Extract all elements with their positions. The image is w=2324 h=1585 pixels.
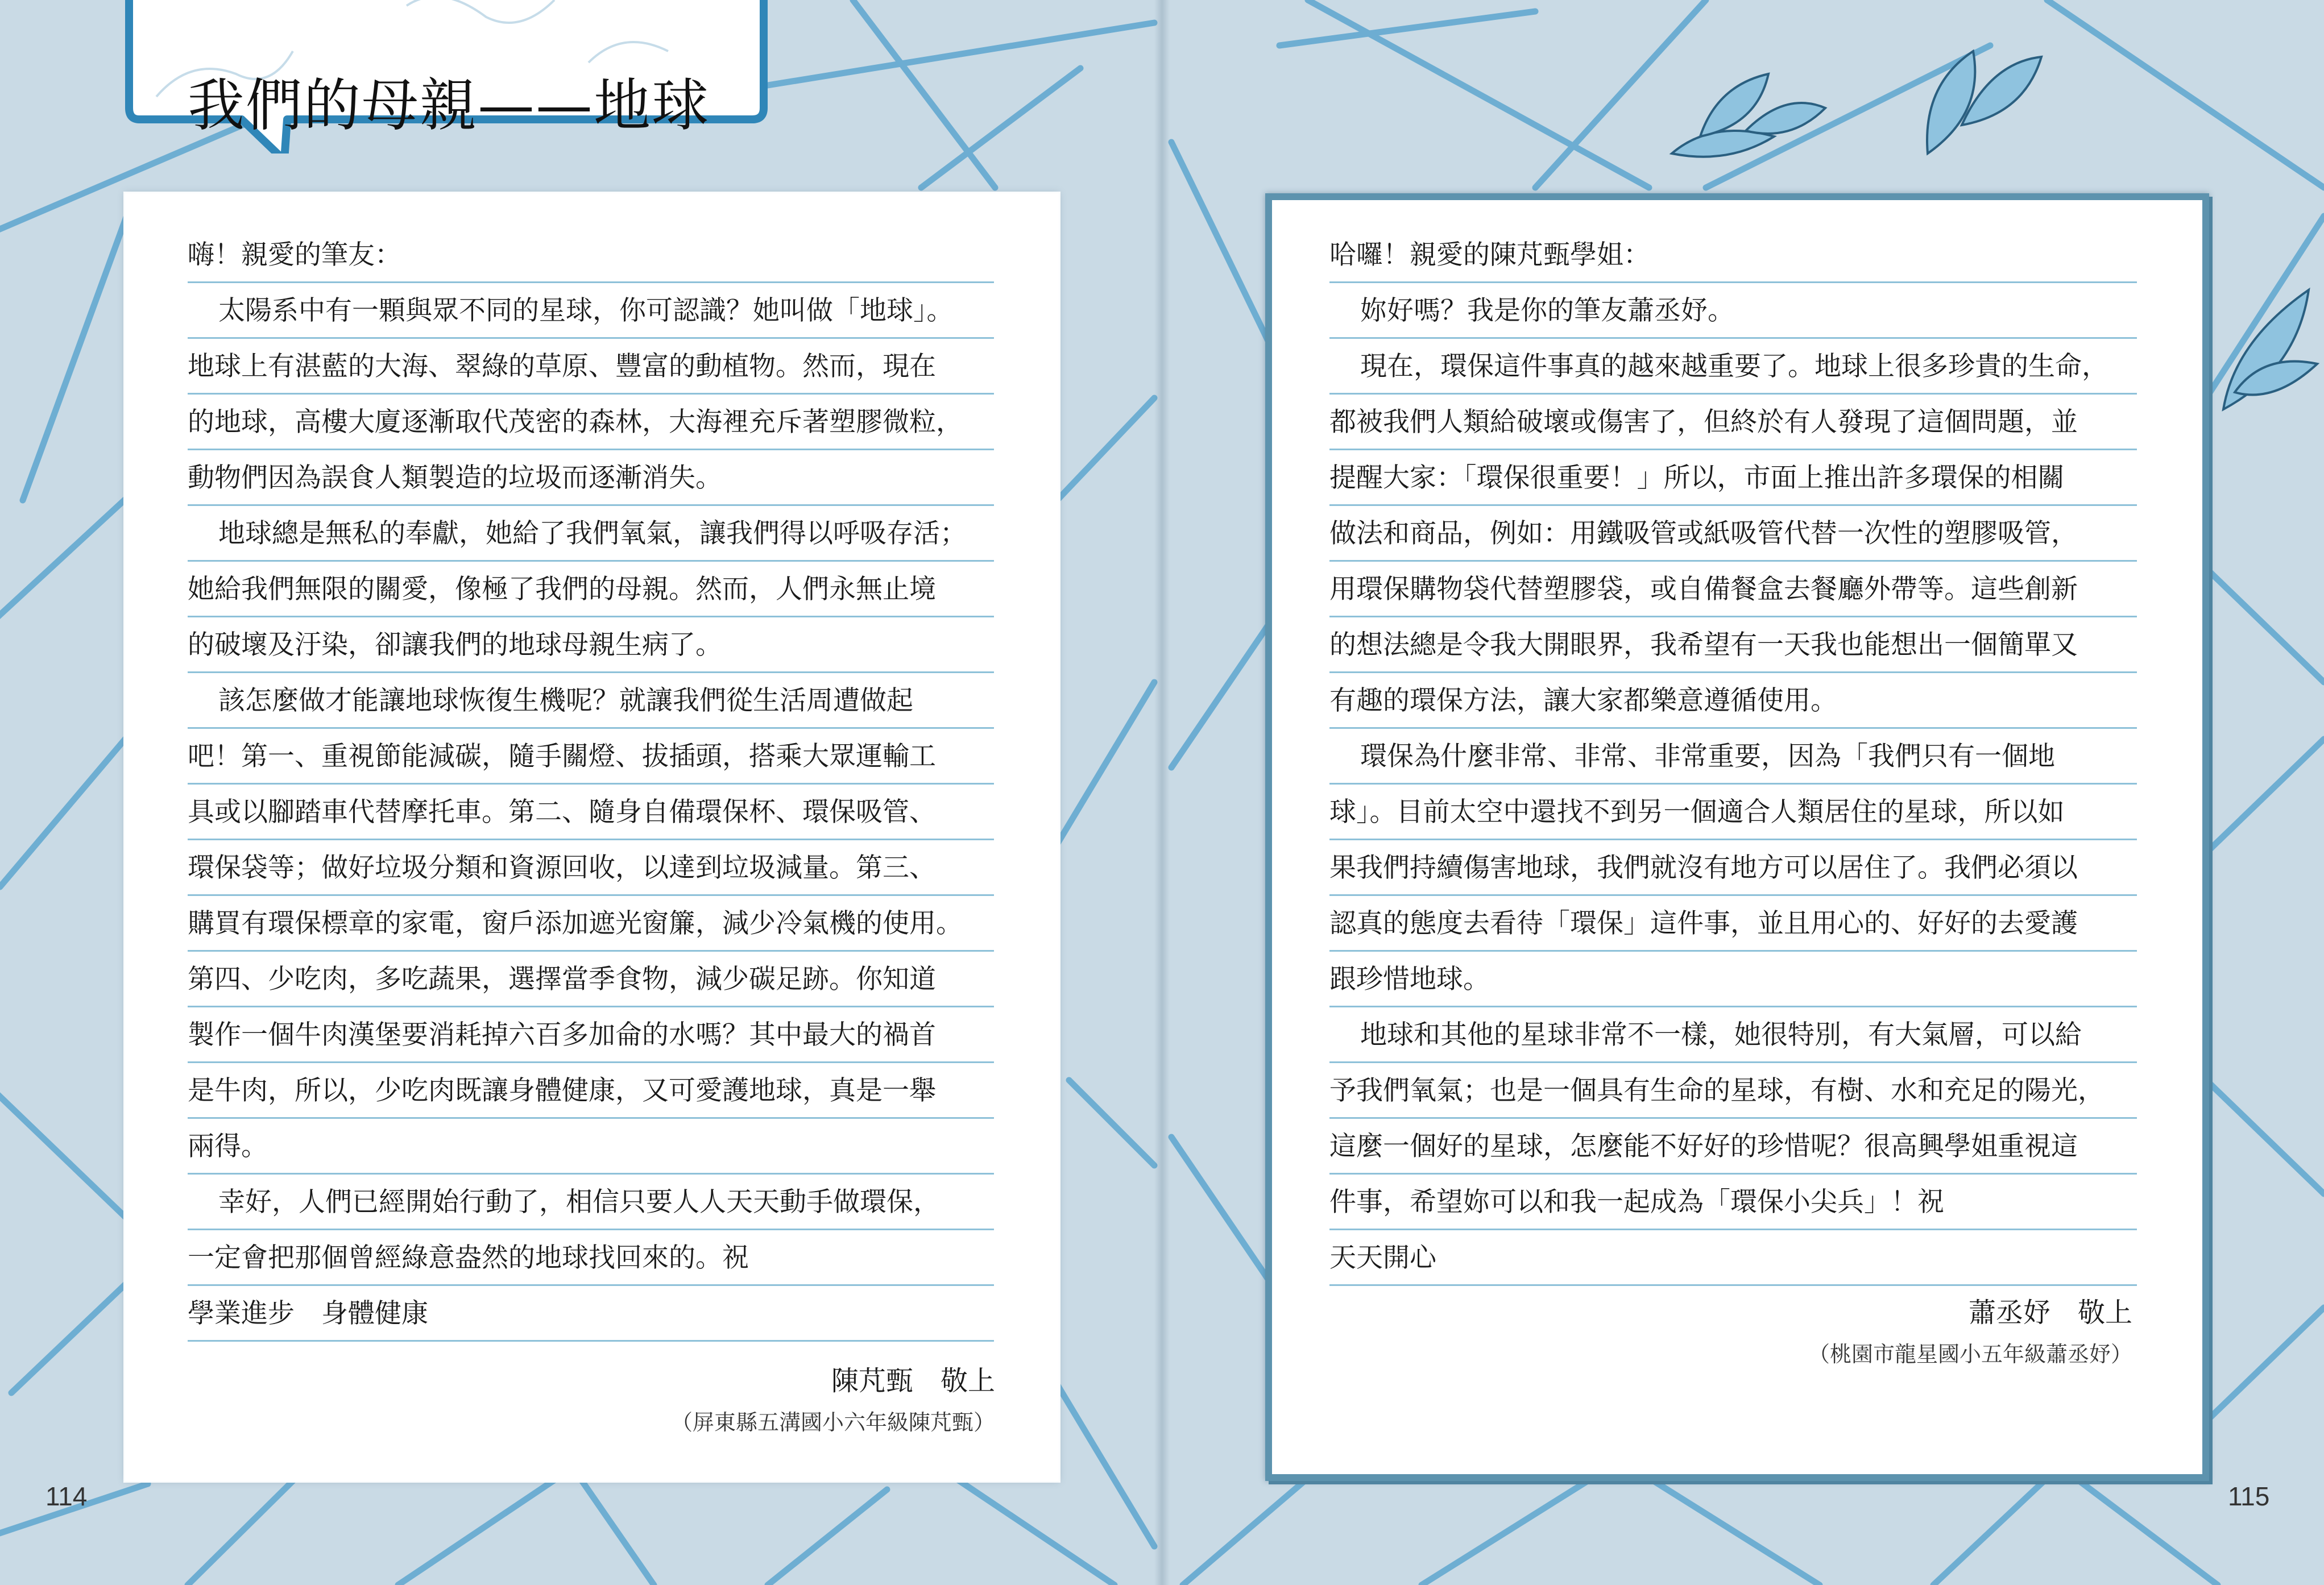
- letter-line: 她給我們無限的關愛，像極了我們的母親。然而，人們永無止境: [188, 562, 994, 617]
- letter-line: 地球上有湛藍的大海、翠綠的草原、豐富的動植物。然而，現在: [188, 339, 994, 395]
- letter-signature: 蕭丞妤 敬上: [1968, 1297, 2132, 1329]
- page-number-right: 115: [2228, 1482, 2270, 1511]
- page-number-left: 114: [45, 1482, 88, 1511]
- letter-line: 嗨！親愛的筆友：: [188, 227, 994, 283]
- letter-line: 認真的態度去看待「環保」這件事，並且用心的、好好的去愛護: [1329, 896, 2137, 952]
- letter-line: 這麼一個好的星球，怎麼能不好好的珍惜呢？很高興學姐重視這: [1329, 1119, 2137, 1175]
- leaf-decoration-icon: [2212, 273, 2320, 421]
- letter-line: 地球總是無私的奉獻，她給了我們氧氣，讓我們得以呼吸存活；: [188, 506, 994, 562]
- letter-line: 的破壞及汙染，卻讓我們的地球母親生病了。: [188, 617, 994, 673]
- leaf-decoration-icon: [1905, 28, 2053, 165]
- letter-line: 兩得。: [188, 1119, 994, 1175]
- letter-line: 天天開心: [1329, 1230, 2137, 1286]
- letter-line: 環保為什麼非常、非常、非常重要，因為「我們只有一個地: [1329, 729, 2137, 785]
- letter-line: 購買有環保標章的家電，窗戶添加遮光窗簾，減少冷氣機的使用。: [188, 896, 994, 952]
- letter-line: 太陽系中有一顆與眾不同的星球，你可認識？她叫做「地球」。: [188, 283, 994, 339]
- letter-line: 第四、少吃肉，多吃蔬果，選擇當季食物，減少碳足跡。你知道: [188, 952, 994, 1007]
- letter-line: 用環保購物袋代替塑膠袋，或自備餐盒去餐廳外帶等。這些創新: [1329, 562, 2137, 617]
- letter-line: 的地球，高樓大廈逐漸取代茂密的森林，大海裡充斥著塑膠微粒，: [188, 395, 994, 450]
- right-letter-signature-block: [1734, 1291, 2132, 1368]
- letter-line: 做法和商品，例如：用鐵吸管或紙吸管代替一次性的塑膠吸管，: [1329, 506, 2137, 562]
- letter-line: 該怎麼做才能讓地球恢復生機呢？就讓我們從生活周遭做起: [188, 673, 994, 729]
- page-title: 我們的母親——地球: [188, 72, 710, 139]
- left-letter: [188, 227, 994, 1342]
- letter-line: 的想法總是令我大開眼界，我希望有一天我也能想出一個簡單又: [1329, 617, 2137, 673]
- letter-line: 現在，環保這件事真的越來越重要了。地球上很多珍貴的生命，: [1329, 339, 2137, 395]
- left-letter-signature-block: [597, 1359, 995, 1436]
- letter-line: 吧！第一、重視節能減碳，隨手關燈、拔插頭，搭乘大眾運輸工: [188, 729, 994, 785]
- letter-line: 是牛肉，所以，少吃肉既讓身體健康，又可愛護地球，真是一舉: [188, 1063, 994, 1119]
- letter-line: 跟珍惜地球。: [1329, 952, 2137, 1007]
- letter-line: 製作一個牛肉漢堡要消耗掉六百多加侖的水嗎？其中最大的禍首: [188, 1007, 994, 1063]
- letter-line: 都被我們人類給破壞或傷害了，但終於有人發現了這個問題，並: [1329, 395, 2137, 450]
- letter-line: 地球和其他的星球非常不一樣，她很特別，有大氣層，可以給: [1329, 1007, 2137, 1063]
- right-letter: [1329, 227, 2137, 1286]
- author-school: （桃園市龍星國小五年級蕭丞妤）: [1808, 1342, 2132, 1367]
- letter-line: 具或以腳踏車代替摩托車。第二、隨身自備環保杯、環保吸管、: [188, 785, 994, 840]
- letter-line: 幸好，人們已經開始行動了，相信只要人人天天動手做環保，: [188, 1175, 994, 1230]
- leaf-decoration-icon: [1660, 51, 1831, 176]
- letter-line: 果我們持續傷害地球，我們就沒有地方可以居住了。我們必須以: [1329, 840, 2137, 896]
- page-gutter: [1154, 0, 1170, 1585]
- letter-line: 球」。目前太空中還找不到另一個適合人類居住的星球，所以如: [1329, 785, 2137, 840]
- letter-line: 予我們氧氣；也是一個具有生命的星球，有樹、水和充足的陽光，: [1329, 1063, 2137, 1119]
- letter-line: 哈囉！親愛的陳芃甄學姐：: [1329, 227, 2137, 283]
- letter-signature: 陳芃甄 敬上: [831, 1365, 995, 1397]
- letter-line: 提醒大家：「環保很重要！」所以，市面上推出許多環保的相關: [1329, 450, 2137, 506]
- letter-line: 件事，希望妳可以和我一起成為「環保小尖兵」！祝: [1329, 1175, 2137, 1230]
- letter-line: 一定會把那個曾經綠意盎然的地球找回來的。祝: [188, 1230, 994, 1286]
- letter-line: 環保袋等；做好垃圾分類和資源回收，以達到垃圾減量。第三、: [188, 840, 994, 896]
- letter-line: 妳好嗎？我是你的筆友蕭丞妤。: [1329, 283, 2137, 339]
- letter-line: 動物們因為誤食人類製造的垃圾而逐漸消失。: [188, 450, 994, 506]
- letter-line: 學業進步 身體健康: [188, 1286, 994, 1342]
- author-school: （屏東縣五溝國小六年級陳芃甄）: [670, 1410, 995, 1435]
- letter-line: 有趣的環保方法，讓大家都樂意遵循使用。: [1329, 673, 2137, 729]
